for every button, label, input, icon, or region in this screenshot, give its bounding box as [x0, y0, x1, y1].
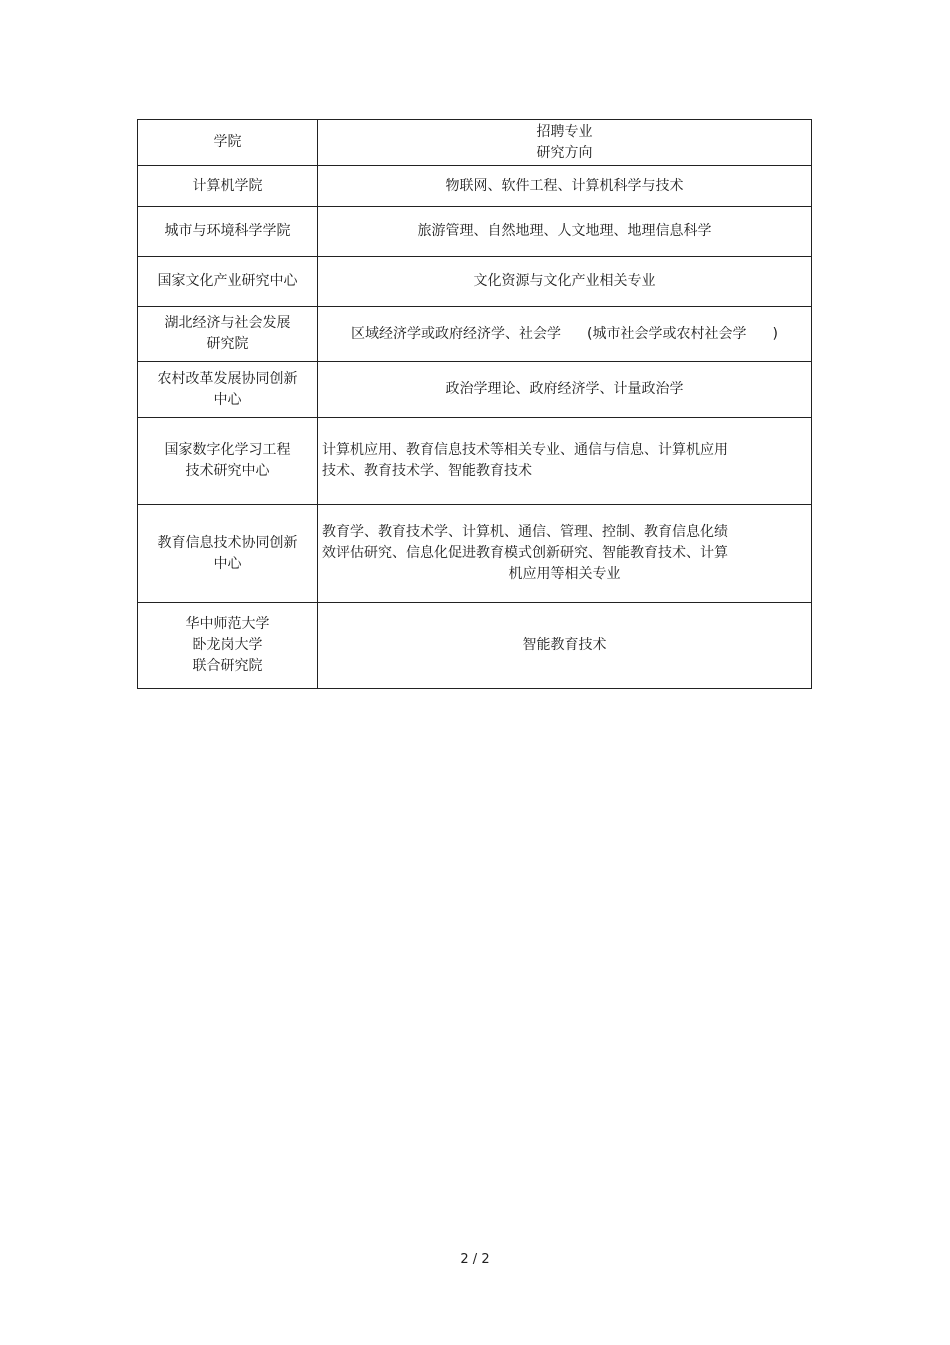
college-name: 国家文化产业研究中心	[157, 273, 298, 289]
table-row	[138, 207, 812, 257]
major-cell	[318, 257, 812, 307]
college-name-line-1: 湖北经济与社会发展	[164, 315, 291, 331]
table-row	[138, 505, 812, 603]
table-row	[138, 603, 812, 689]
major-text: 政治学理论、政府经济学、计量政治学	[445, 381, 684, 397]
college-name-line-2: 研究院	[206, 336, 249, 352]
college-name-line-3: 联合研究院	[192, 658, 263, 674]
major-text-line-2: 效评估研究、信息化促进教育模式创新研究、智能教育技术、计算	[322, 545, 728, 561]
college-cell	[138, 207, 318, 257]
major-text	[322, 324, 807, 345]
major-cell	[318, 207, 812, 257]
major-text-line-2: 技术、教育技术学、智能教育技术	[322, 463, 532, 479]
major-cell	[318, 166, 812, 207]
college-cell	[138, 166, 318, 207]
major-cell	[318, 362, 812, 418]
college-cell	[138, 362, 318, 418]
recruitment-table	[137, 119, 812, 689]
college-cell	[138, 603, 318, 689]
college-cell	[138, 418, 318, 505]
college-cell	[138, 505, 318, 603]
college-cell	[138, 257, 318, 307]
college-name-line-1: 农村改革发展协同创新	[157, 370, 298, 387]
major-cell	[318, 505, 812, 603]
header-direction-label: 研究方向	[536, 144, 593, 161]
major-cell	[318, 418, 812, 505]
table-row	[138, 307, 812, 362]
header-major-label: 招聘专业	[536, 123, 593, 140]
college-name-line-1: 教育信息技术协同创新	[157, 534, 298, 551]
table-row	[138, 418, 812, 505]
table-row	[138, 257, 812, 307]
college-name-line-2: 卧龙岗大学	[192, 637, 263, 653]
major-text-line-3: 机应用等相关专业	[508, 566, 621, 582]
major-text-main: 区域经济学或政府经济学、社会学	[351, 325, 562, 342]
college-cell	[138, 307, 318, 362]
major-paren-close: )	[772, 325, 778, 342]
major-paren-open: (	[587, 325, 593, 342]
college-name-line-1: 国家数字化学习工程	[164, 442, 291, 458]
table-header-row	[138, 120, 812, 166]
college-name: 计算机学院	[192, 177, 263, 194]
major-text-line-1: 教育学、教育技术学、计算机、通信、管理、控制、教育信息化绩	[322, 524, 728, 540]
table-row	[138, 166, 812, 207]
major-text: 旅游管理、自然地理、人文地理、地理信息科学	[417, 223, 712, 239]
major-paren-text: 城市社会学或农村社会学	[592, 325, 747, 342]
major-text: 文化资源与文化产业相关专业	[473, 273, 656, 289]
major-cell	[318, 603, 812, 689]
page-number: 2 / 2	[460, 1252, 490, 1267]
header-college-label: 学院	[213, 134, 242, 150]
major-text: 智能教育技术	[522, 637, 607, 653]
college-name-line-2: 技术研究中心	[185, 463, 270, 479]
major-cell	[318, 307, 812, 362]
header-college-cell	[138, 120, 318, 166]
college-name-line-2: 中心	[213, 391, 242, 408]
college-name-line-2: 中心	[213, 555, 242, 572]
header-major-cell	[318, 120, 812, 166]
table-row	[138, 362, 812, 418]
major-text-line-1: 计算机应用、教育信息技术等相关专业、通信与信息、计算机应用	[322, 442, 728, 458]
major-text: 物联网、软件工程、计算机科学与技术	[445, 177, 684, 194]
college-name: 城市与环境科学学院	[164, 223, 291, 239]
college-name-line-1: 华中师范大学	[185, 616, 270, 632]
